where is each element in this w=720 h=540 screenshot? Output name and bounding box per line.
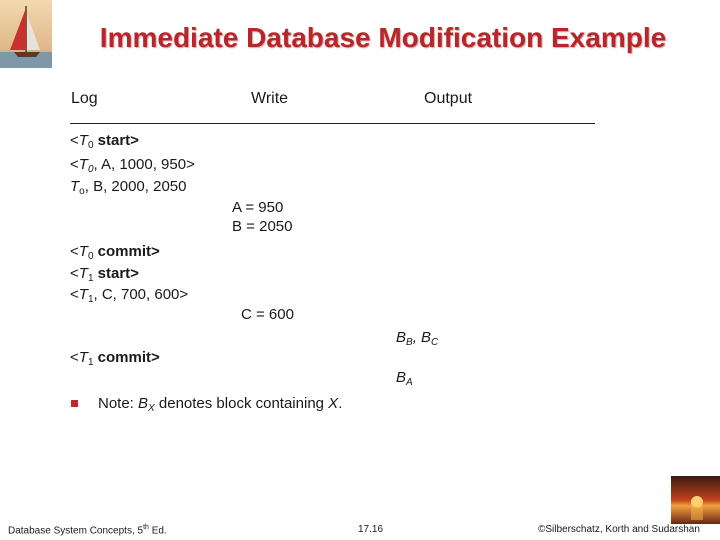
log-record-t0-start: $<T_0$ start>: [70, 132, 139, 151]
slide-title: Immediate Database Modification Example: [99, 22, 667, 53]
log-record-t0-update-b: $T_o$, B, 2000, 2050: [70, 178, 187, 197]
write-b-value: B = 2050: [232, 218, 293, 235]
write-column-header: Write: [251, 90, 289, 107]
log-record-t0-commit: $<T_0$ commit>: [70, 243, 160, 262]
log-record-t1-update-c: $<T_1$, C, 700, 600>: [70, 286, 189, 305]
log-record-t1-commit: $<T_1$ commit>: [70, 349, 160, 368]
log-record-t0-update-a: $<T_0$, A, 1000, 950>: [70, 156, 195, 175]
output-column-header: Output: [424, 90, 473, 107]
footer-copyright: ©Silberschatz, Korth and Sudarshan: [538, 524, 700, 535]
sunset-photo-icon: [671, 476, 720, 524]
write-c-value: C = 600: [241, 306, 294, 323]
output-blocks-b-c: $B_B$, $B_C$: [396, 329, 439, 348]
footer-page-number: 17.16: [358, 524, 384, 535]
output-block-a: $B_A$: [396, 369, 413, 388]
log-column-header: Log: [71, 90, 98, 107]
square-bullet-icon: [71, 400, 78, 407]
footer-book-title: Database System Concepts, 5th Ed.: [8, 524, 167, 537]
log-record-t1-start: $<T_1$ start>: [70, 265, 139, 284]
note-text: Note: $B_X$ denotes block containing X.: [98, 395, 343, 414]
header-divider: [70, 123, 595, 124]
write-a-value: A = 950: [232, 199, 284, 216]
